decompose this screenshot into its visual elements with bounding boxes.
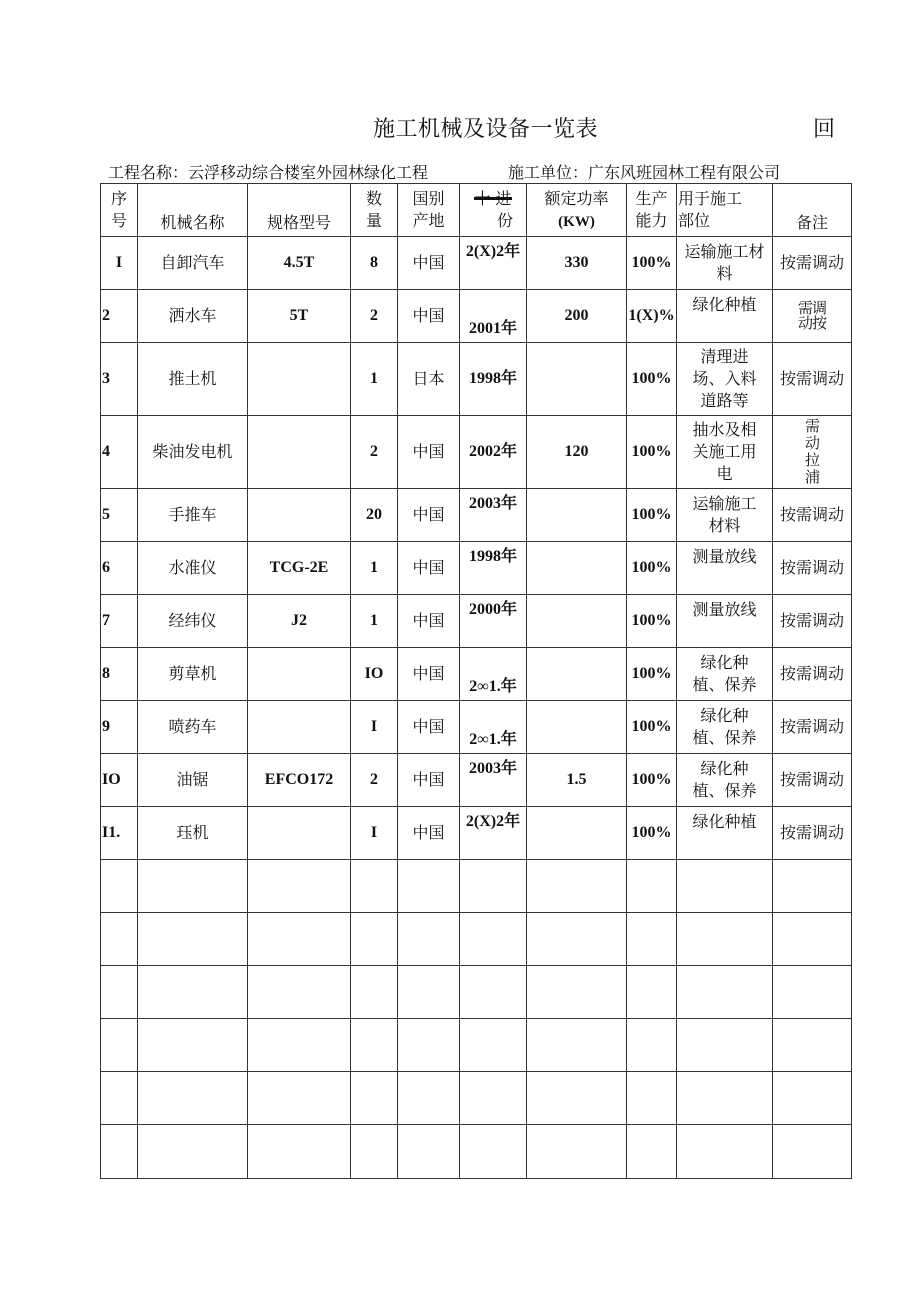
cell-origin: 中国 — [398, 648, 460, 701]
equipment-table — [100, 183, 852, 1179]
cell-origin: 中国 — [398, 489, 460, 542]
cell-year: 2002年 — [460, 416, 527, 489]
cell-seq: I1. — [101, 807, 138, 860]
cell-seq: 4 — [101, 416, 138, 489]
cell-year: 2001年 — [460, 290, 527, 343]
cell-model: EFCO172 — [248, 754, 351, 807]
cell-year: 2000年 — [460, 595, 527, 648]
cell-capacity: 100% — [627, 343, 677, 416]
header-capacity: 生产 能力 — [627, 184, 677, 237]
cell-use: 绿化种植 — [677, 807, 773, 860]
table-row — [101, 542, 852, 595]
cell-remark: 按需调动 — [773, 754, 852, 807]
header-model: 规格型号 — [248, 184, 351, 237]
cell-seq: 6 — [101, 542, 138, 595]
cell-model — [248, 343, 351, 416]
table-row — [101, 595, 852, 648]
construction-unit: 施工单位：广东风班园林工程有限公司 — [508, 163, 781, 182]
corner-mark: 回 — [813, 117, 836, 142]
cell-seq: 9 — [101, 701, 138, 754]
header-year — [460, 184, 527, 237]
cell-power: 1.5 — [527, 754, 627, 807]
cell-seq: I — [101, 237, 138, 290]
header-origin: 国别 产地 — [398, 184, 460, 237]
cell-power: 200 — [527, 290, 627, 343]
table-row — [101, 416, 852, 489]
cell-power — [527, 595, 627, 648]
cell-use: 绿化种植、保养 — [677, 648, 773, 701]
cell-capacity: 100% — [627, 595, 677, 648]
cell-seq: 5 — [101, 489, 138, 542]
cell-remark: 按需调动 — [773, 648, 852, 701]
cell-origin: 中国 — [398, 754, 460, 807]
cell-capacity: 100% — [627, 648, 677, 701]
cell-model — [248, 489, 351, 542]
cell-remark: 按需调动 — [773, 542, 852, 595]
empty-row — [101, 966, 852, 1019]
cell-seq: 2 — [101, 290, 138, 343]
empty-row — [101, 1072, 852, 1125]
cell-year: 2∞1.年 — [460, 701, 527, 754]
cell-name: 水准仪 — [138, 542, 248, 595]
table-row — [101, 290, 852, 343]
header-remark: 备注 — [773, 184, 852, 237]
cell-seq: IO — [101, 754, 138, 807]
cell-origin: 中国 — [398, 807, 460, 860]
cell-origin: 中国 — [398, 542, 460, 595]
cell-model — [248, 648, 351, 701]
empty-row — [101, 1125, 852, 1179]
project-name: 工程名称：云浮移动综合楼室外园林绿化工程 — [108, 163, 429, 182]
page-title: 施工机械及设备一览表 — [373, 117, 599, 142]
cell-origin: 中国 — [398, 595, 460, 648]
cell-power — [527, 807, 627, 860]
header-year-line2: 份 — [496, 211, 513, 230]
cell-use: 清理进场、入料道路等 — [677, 343, 773, 416]
header-use: 用于施工 部位 — [677, 184, 773, 237]
cell-name: 手推车 — [138, 489, 248, 542]
cell-seq: 3 — [101, 343, 138, 416]
cell-year: 2003年 — [460, 754, 527, 807]
cell-capacity: 100% — [627, 807, 677, 860]
cell-year: 2003年 — [460, 489, 527, 542]
cell-qty: 1 — [351, 343, 398, 416]
cell-remark: 按需调动 — [773, 489, 852, 542]
cell-use: 绿化种植、保养 — [677, 754, 773, 807]
cell-qty: 2 — [351, 290, 398, 343]
header-year-line1: 十 进 — [474, 189, 512, 208]
cell-power — [527, 489, 627, 542]
cell-power — [527, 648, 627, 701]
table-row — [101, 648, 852, 701]
cell-name: 喷药车 — [138, 701, 248, 754]
table-row — [101, 237, 852, 290]
cell-seq: 7 — [101, 595, 138, 648]
cell-qty: 2 — [351, 416, 398, 489]
cell-name: 剪草机 — [138, 648, 248, 701]
cell-capacity: 100% — [627, 701, 677, 754]
cell-model: 4.5T — [248, 237, 351, 290]
cell-origin: 中国 — [398, 237, 460, 290]
cell-remark: 按需调动 — [773, 701, 852, 754]
table-row — [101, 701, 852, 754]
cell-origin: 中国 — [398, 701, 460, 754]
cell-origin: 中国 — [398, 416, 460, 489]
cell-remark: 需动拉浦 — [773, 416, 852, 489]
header-seq: 序 号 — [101, 184, 138, 237]
cell-year: 1998年 — [460, 542, 527, 595]
cell-name: 推土机 — [138, 343, 248, 416]
cell-model — [248, 701, 351, 754]
cell-capacity: 100% — [627, 237, 677, 290]
cell-model: 5T — [248, 290, 351, 343]
cell-qty: I — [351, 701, 398, 754]
empty-row — [101, 913, 852, 966]
cell-remark: 需调动按 — [773, 290, 852, 343]
cell-remark: 按需调动 — [773, 807, 852, 860]
cell-origin: 中国 — [398, 290, 460, 343]
table-row — [101, 807, 852, 860]
cell-use: 测量放线 — [677, 595, 773, 648]
table-row — [101, 754, 852, 807]
cell-power — [527, 701, 627, 754]
cell-capacity: 100% — [627, 489, 677, 542]
header-qty: 数 量 — [351, 184, 398, 237]
cell-power — [527, 343, 627, 416]
header-power: 额定功率 (KW) — [527, 184, 627, 237]
cell-name: 珏机 — [138, 807, 248, 860]
cell-model: J2 — [248, 595, 351, 648]
empty-row — [101, 860, 852, 913]
table-row — [101, 343, 852, 416]
header-row — [101, 184, 852, 237]
cell-year: 2(X)2年 — [460, 237, 527, 290]
cell-model — [248, 416, 351, 489]
cell-qty: 1 — [351, 542, 398, 595]
empty-row — [101, 1019, 852, 1072]
cell-use: 运输施工材料 — [677, 489, 773, 542]
cell-capacity: 1(X)% — [627, 290, 677, 343]
cell-use: 抽水及相关施工用电 — [677, 416, 773, 489]
cell-model — [248, 807, 351, 860]
cell-use: 运输施工材料 — [677, 237, 773, 290]
cell-remark: 按需调动 — [773, 595, 852, 648]
cell-name: 自卸汽车 — [138, 237, 248, 290]
cell-use: 绿化种植 — [677, 290, 773, 343]
cell-use: 绿化种植、保养 — [677, 701, 773, 754]
cell-capacity: 100% — [627, 542, 677, 595]
cell-qty: 20 — [351, 489, 398, 542]
cell-year: 2(X)2年 — [460, 807, 527, 860]
cell-qty: 2 — [351, 754, 398, 807]
cell-year: 2∞1.年 — [460, 648, 527, 701]
cell-qty: 8 — [351, 237, 398, 290]
cell-use: 测量放线 — [677, 542, 773, 595]
cell-name: 柴油发电机 — [138, 416, 248, 489]
cell-qty: IO — [351, 648, 398, 701]
cell-capacity: 100% — [627, 416, 677, 489]
cell-qty: I — [351, 807, 398, 860]
cell-name: 经纬仪 — [138, 595, 248, 648]
cell-model: TCG-2E — [248, 542, 351, 595]
cell-power: 120 — [527, 416, 627, 489]
cell-seq: 8 — [101, 648, 138, 701]
cell-name: 洒水车 — [138, 290, 248, 343]
cell-power — [527, 542, 627, 595]
cell-remark: 按需调动 — [773, 343, 852, 416]
cell-capacity: 100% — [627, 754, 677, 807]
header-name: 机械名称 — [138, 184, 248, 237]
cell-name: 油锯 — [138, 754, 248, 807]
cell-origin: 日本 — [398, 343, 460, 416]
table-row — [101, 489, 852, 542]
cell-remark: 按需调动 — [773, 237, 852, 290]
cell-year: 1998年 — [460, 343, 527, 416]
cell-power: 330 — [527, 237, 627, 290]
cell-qty: 1 — [351, 595, 398, 648]
